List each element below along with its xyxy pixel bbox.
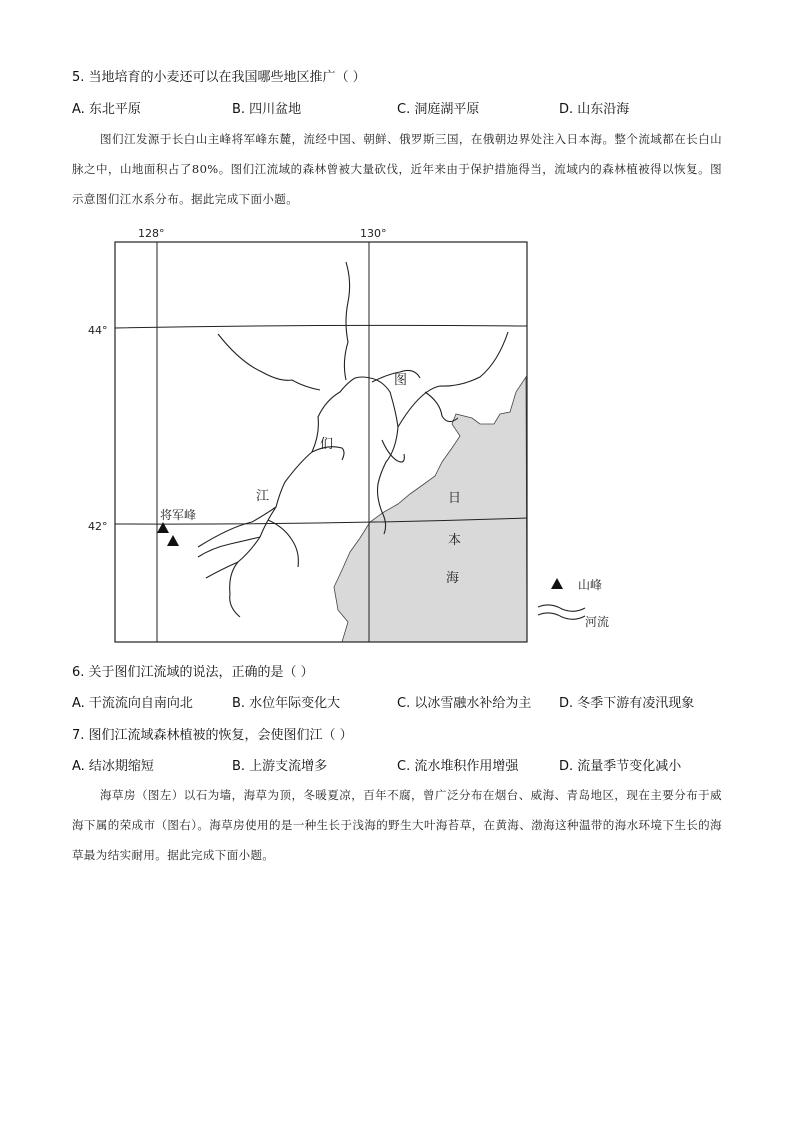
peak-icon-secondary [167,535,179,546]
tributary-northwest [218,334,320,390]
question-7-stem: 7. 图们江流域森林植被的恢复，会使图们江（ ） [72,728,353,743]
lat-label-42: 42° [88,520,108,533]
river-char-men: 们 [320,437,334,452]
lon-label-130: 130° [360,227,387,240]
legend-river-line-1 [538,605,585,611]
q5-option-c[interactable]: C. 洞庭湖平原 [397,102,480,117]
sea-of-japan-area [334,377,527,642]
river-char-jiang: 江 [256,489,270,504]
tributary-north [344,262,349,380]
legend-peak-icon [551,578,563,589]
lat-label-44: 44° [88,324,108,337]
tumen-river-map [80,222,640,647]
main-river [198,377,398,547]
tributary-southwest-2 [198,537,260,557]
passage-1-text: 图们江发源于长白山主峰将军峰东麓，流经中国、朝鲜、俄罗斯三国，在俄朝边界处注入日本海。整个流域都在长白山脉之中，山地面积占了80%。图们江流域的森林曾被大量砍伐，近年来由于保护措施得当，流域内的森林植被得以恢复。图示意图们江水系分布。据此完成下面小题。 [72,132,722,206]
parallel-44 [115,325,527,328]
tributary-east-branch [425,392,458,422]
lon-label-128: 128° [138,227,165,240]
passage-seaweed-houses [72,780,722,870]
legend-river-line-2 [538,613,585,619]
passage-tumen-river [72,124,722,214]
q5-option-d[interactable]: D. 山东沿海 [559,102,630,117]
tributary-east [398,332,508,427]
q7-option-c[interactable]: C. 流水堆积作用增强 [397,759,519,774]
q6-option-c[interactable]: C. 以冰雪融水补给为主 [397,696,532,711]
q6-option-a[interactable]: A. 干流流向自南向北 [72,696,193,711]
q7-option-a[interactable]: A. 结冰期缩短 [72,759,154,774]
legend-river-label: 河流 [585,615,610,629]
question-5-stem: 5. 当地培育的小麦还可以在我国哪些地区推广（ ） [72,70,366,85]
sea-char-ben: 本 [448,533,462,548]
q6-option-b[interactable]: B. 水位年际变化大 [232,696,341,711]
map-legend [538,578,609,629]
question-6-stem: 6. 关于图们江流域的说法，正确的是（ ） [72,665,314,680]
q7-option-b[interactable]: B. 上游支流增多 [232,759,328,774]
passage-2-text: 海草房（图左）以石为墙，海草为顶，冬暖夏凉，百年不腐，曾广泛分布在烟台、威海、青岛地区，现在主要分布于威海下属的荣成市（图右）。海草房使用的是一种生长于浅海的野生大叶海苔草，在黄海、渤海这种温带的海水环境下生长的海草最为结实耐用。据此完成下面小题。 [72,788,722,862]
river-char-tu: 图 [394,373,408,388]
q6-option-d[interactable]: D. 冬季下游有凌汛现象 [559,696,695,711]
q5-option-a[interactable]: A. 东北平原 [72,102,141,117]
sea-char-ri: 日 [448,491,462,506]
tributary-south-branch [268,520,298,567]
q7-option-d[interactable]: D. 流量季节变化减小 [559,759,682,774]
legend-peak-label: 山峰 [578,578,603,592]
peak-label-jiangjunfeng: 将军峰 [160,508,197,522]
tributary-hook [382,440,404,462]
sea-char-hai: 海 [446,571,460,586]
q5-option-b[interactable]: B. 四川盆地 [232,102,302,117]
